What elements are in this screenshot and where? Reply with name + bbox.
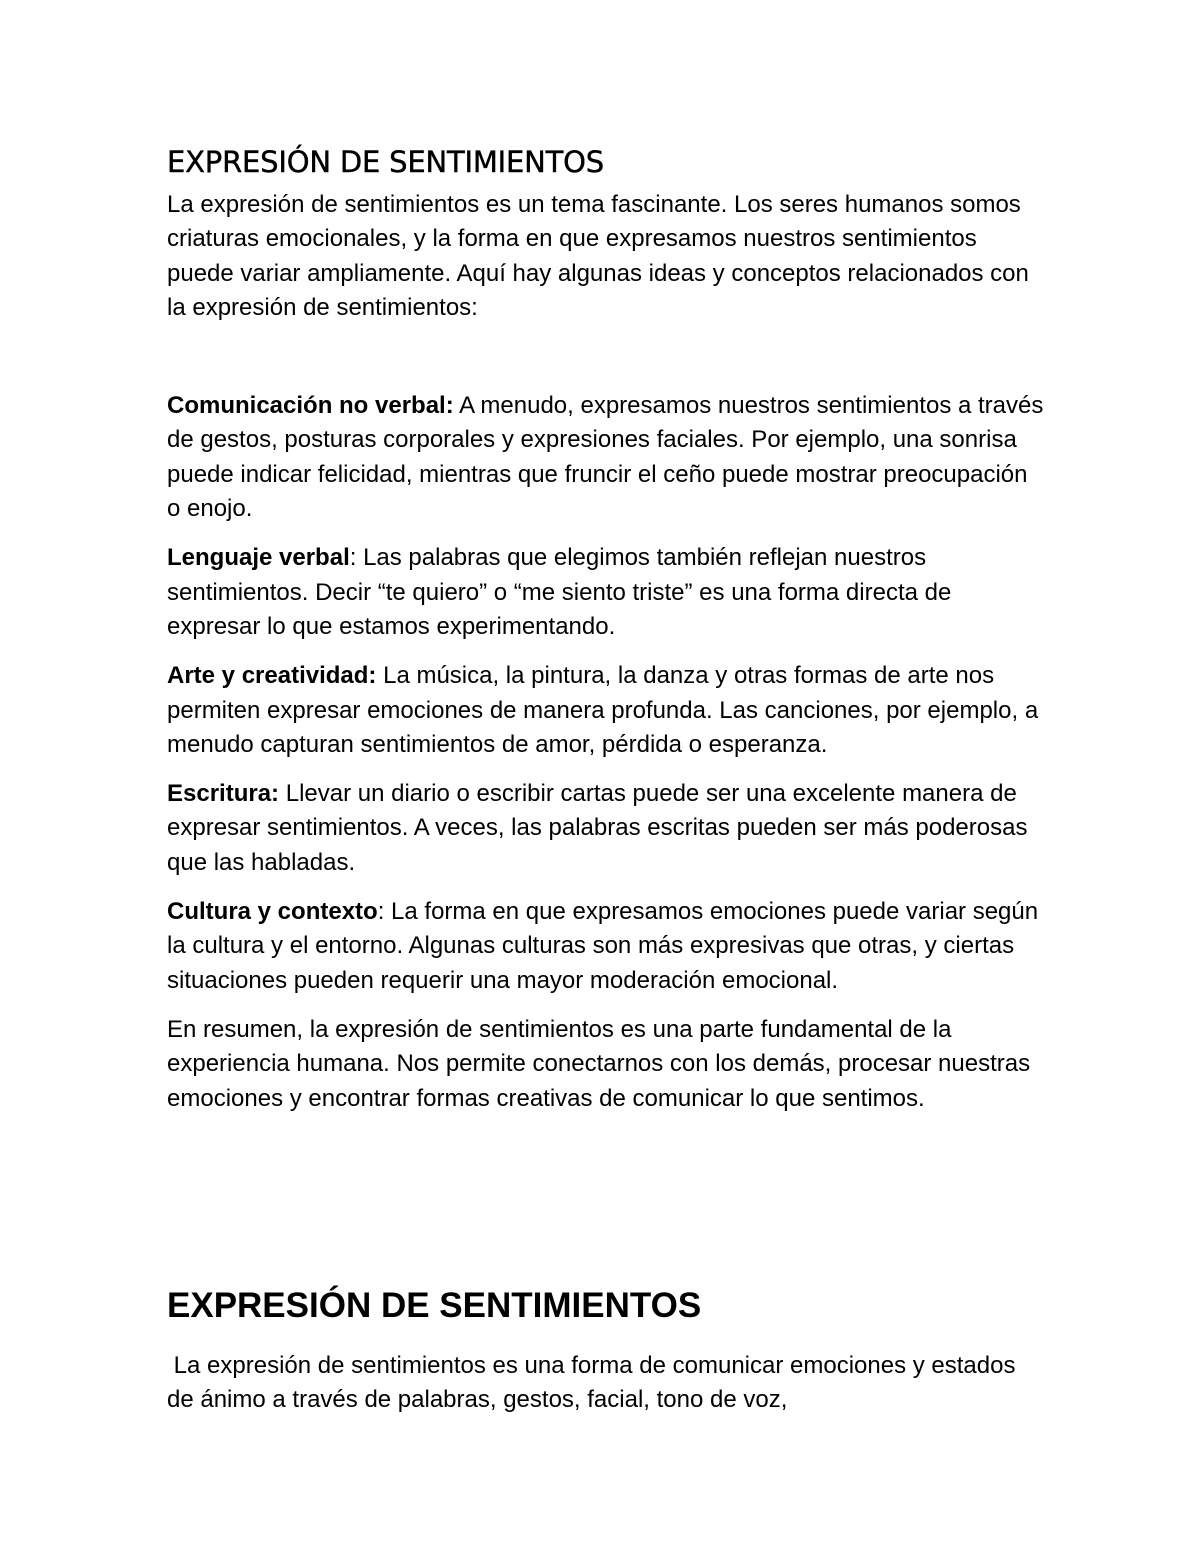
section-term: Arte y creatividad:	[167, 662, 377, 690]
page-title: EXPRESIÓN DE SENTIMIENTOS	[167, 145, 604, 179]
section-paragraph	[167, 777, 1047, 880]
summary-paragraph: En resumen, la expresión de sentimientos es una parte fundamental de la experiencia humana. Nos permite conectarnos con los demás, procesar nuestras emociones y encontrar formas creativas de comunicar lo que sentimos.	[167, 1015, 1031, 1112]
section-term: Comunicación no verbal:	[167, 392, 454, 420]
section-text: : Las palabras que elegimos también reflejan nuestros sentimientos. Decir “te quiero” o “me siento triste” es una forma directa de expresar lo que estamos experimentando.	[167, 544, 952, 640]
section-term: Cultura y contexto	[167, 898, 378, 926]
section-paragraph	[167, 895, 1047, 998]
section-term: Escritura:	[167, 780, 280, 808]
section-paragraph	[167, 389, 1047, 526]
section-text: A menudo, expresamos nuestros sentimientos a través de gestos, posturas corporales y expresiones faciales. Por ejemplo, una sonrisa puede indicar felicidad, mientras que fruncir el ceño puede mostrar preocupación o enojo.	[167, 392, 1044, 523]
section-title: EXPRESIÓN DE SENTIMIENTOS	[167, 1286, 702, 1325]
section-text: : La forma en que expresamos emociones puede variar según la cultura y el entorno. Algunas culturas son más expresivas que otras, y ciertas situaciones pueden requerir una mayor moderación emocional.	[167, 898, 1039, 994]
section-paragraph	[167, 541, 1047, 644]
section-term: Lenguaje verbal	[167, 544, 350, 572]
section-text: Llevar un diario o escribir cartas puede ser una excelente manera de expresar sentimientos. A veces, las palabras escritas pueden ser más poderosas que las habladas.	[167, 780, 1028, 876]
intro-paragraph: La expresión de sentimientos es un tema fascinante. Los seres humanos somos criaturas emocionales, y la forma en que expresamos nuestros sentimientos puede variar ampliamente. Aquí hay algunas ideas y conceptos relacionados con la expresión de sentimientos:	[167, 191, 1029, 321]
second-intro-paragraph: La expresión de sentimientos es una forma de comunicar emociones y estados de ánimo a través de palabras, gestos, facial, tono de voz,	[167, 1352, 1023, 1414]
document-body	[167, 140, 1047, 1131]
section-text: La música, la pintura, la danza y otras formas de arte nos permiten expresar emociones de manera profunda. Las canciones, por ejemplo, a menudo capturan sentimientos de amor, pérdida o esperanza.	[167, 662, 1039, 758]
spacer	[167, 325, 1047, 389]
section-paragraph	[167, 659, 1047, 762]
